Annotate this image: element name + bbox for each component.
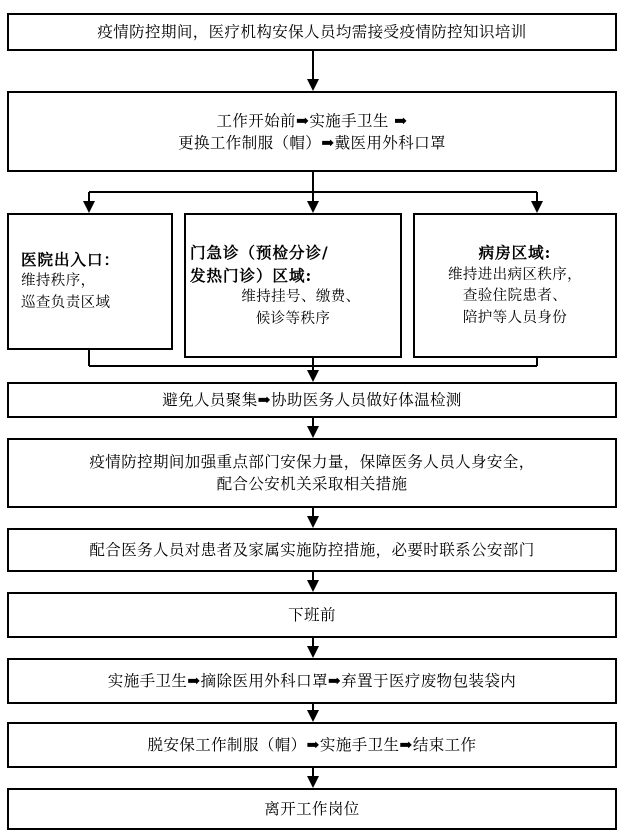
node-text-line-2: 更换工作制服（帽）➡戴医用外科口罩: [178, 133, 446, 152]
arrowhead-merge-n4: [307, 370, 319, 382]
node-text-line-1: 工作开始前➡实施手卫生 ➡: [216, 111, 408, 130]
node-text-line-2: 候诊等秩序: [255, 310, 331, 327]
node-text-line-2: 配合公安机关采取相关措施: [216, 475, 408, 493]
node-assist-control-measures[interactable]: [7, 528, 617, 572]
node-text-line-2: 巡查负责区域: [21, 295, 111, 312]
node-avoid-crowding-temperature-check[interactable]: [7, 382, 617, 418]
node-text-line-1: 维持进出病区秩序，: [447, 266, 583, 283]
node-heading: 病房区域:: [478, 243, 552, 263]
node-hand-hygiene-remove-mask[interactable]: [7, 658, 617, 704]
node-before-shift-end[interactable]: [7, 592, 617, 638]
node-before-work-start[interactable]: [7, 91, 617, 172]
node-text-line-1: 疫情防控期间加强重点部门安保力量，保障医务人员人身安全，: [89, 453, 535, 471]
node-training-requirement[interactable]: [7, 13, 617, 51]
arrowhead-branch-left: [83, 201, 95, 213]
node-leave-work-post[interactable]: [7, 788, 617, 830]
node-text-line-1: 维持秩序，: [21, 273, 96, 290]
node-text: 避免人员聚集➡协助医务人员做好体温检测: [162, 391, 462, 409]
arrowhead-n1-n2: [307, 79, 319, 91]
node-heading-line-1: 门急诊（预检分诊/: [190, 242, 329, 262]
node-text-line-2: 查验住院患者、: [462, 288, 568, 305]
node-remove-uniform-end-work[interactable]: [7, 722, 617, 768]
node-hospital-entrance[interactable]: [7, 213, 173, 350]
node-text: 配合医务人员对患者及家属实施防控措施，必要时联系公安部门: [89, 541, 535, 559]
node-text: 下班前: [288, 606, 336, 624]
arrowhead-branch-right: [531, 201, 543, 213]
node-ward-area[interactable]: [413, 213, 617, 358]
arrowhead-n8-n9: [307, 710, 319, 722]
arrowhead-branch-middle: [307, 201, 319, 213]
node-text: 疫情防控期间，医疗机构安保人员均需接受疫情防控知识培训: [97, 23, 527, 41]
arrowhead-n4-n5: [307, 426, 319, 438]
arrowhead-n6-n7: [307, 580, 319, 592]
node-strengthen-security-key-departments[interactable]: [7, 438, 617, 508]
node-text-line-1: 维持挂号、缴费、: [241, 289, 361, 305]
arrowhead-n5-n6: [307, 516, 319, 528]
node-text: 离开工作岗位: [264, 800, 360, 818]
node-heading-line-2: 发热门诊）区域:: [190, 265, 313, 285]
node-text: 实施手卫生➡摘除医用外科口罩➡弃置于医疗废物包装袋内: [107, 672, 517, 690]
node-outpatient-emergency-area[interactable]: [184, 213, 402, 358]
node-heading: 医院出入口：: [21, 250, 121, 270]
node-text-line-3: 陪护等人员身份: [462, 310, 568, 326]
arrowhead-n7-n8: [307, 646, 319, 658]
arrowhead-n9-n10: [307, 776, 319, 788]
node-text: 脱安保工作制服（帽）➡实施手卫生➡结束工作: [147, 736, 477, 754]
